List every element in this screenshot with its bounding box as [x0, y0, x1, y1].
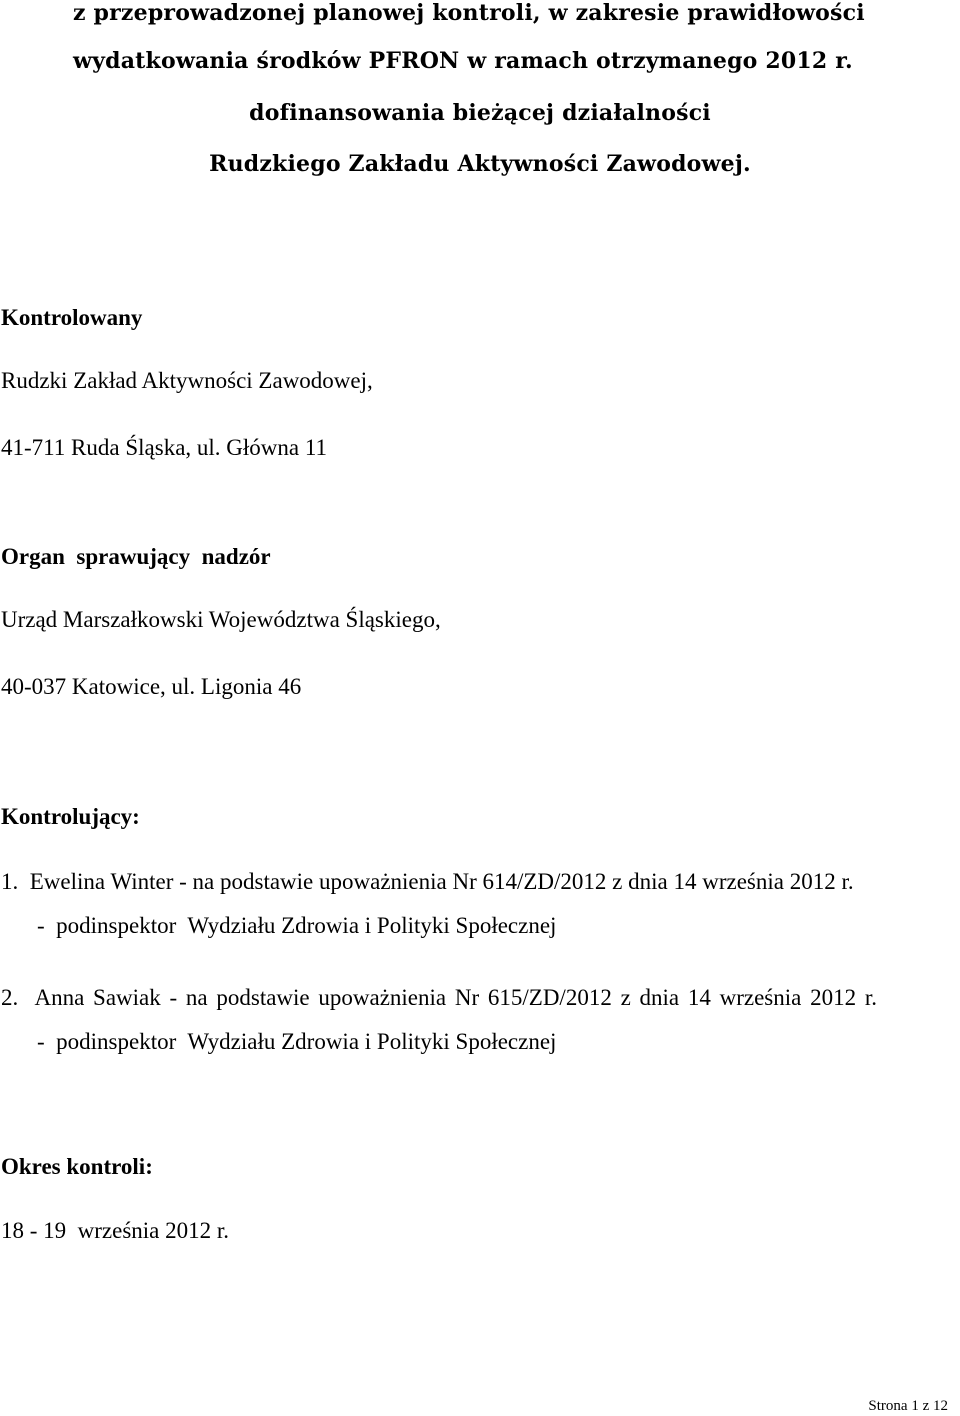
period-heading: Okres kontroli:: [1, 1154, 153, 1179]
supervisor-name: Urząd Marszałkowski Województwa Śląskiego,: [1, 607, 441, 632]
inspector-2-line-1: 2. Anna Sawiak - na podstawie upoważnienia Nr 615/ZD/2012 z dnia 14 września 2012 r.: [1, 985, 877, 1010]
inspector-1-line-1: 1. Ewelina Winter - na podstawie upoważnienia Nr 614/ZD/2012 z dnia 14 września 2012 r.: [1, 869, 854, 894]
page-number: Strona 1 z 12: [868, 1398, 948, 1414]
inspector-2-line-2: - podinspektor Wydziału Zdrowia i Polityki Społecznej: [37, 1029, 557, 1054]
supervisor-address: 40-037 Katowice, ul. Ligonia 46: [1, 674, 302, 699]
controlled-address: 41-711 Ruda Śląska, ul. Główna 11: [1, 435, 328, 460]
supervisor-heading: Organ sprawujący nadzór: [1, 544, 271, 569]
title-line-1: z przeprowadzonej planowej kontroli, w zakresie prawidłowości: [73, 0, 865, 26]
controlled-heading: Kontrolowany: [1, 305, 143, 330]
period-value: 18 - 19 września 2012 r.: [1, 1218, 230, 1243]
title-line-2: wydatkowania środków PFRON w ramach otrzymanego 2012 r.: [73, 48, 853, 74]
title-line-4: Rudzkiego Zakładu Aktywności Zawodowej.: [209, 151, 751, 177]
inspector-1-line-2: - podinspektor Wydziału Zdrowia i Polityki Społecznej: [37, 913, 557, 938]
title-line-3: dofinansowania bieżącej działalności: [249, 100, 711, 126]
controlled-name: Rudzki Zakład Aktywności Zawodowej,: [1, 368, 373, 393]
inspectors-heading: Kontrolujący:: [1, 804, 140, 829]
